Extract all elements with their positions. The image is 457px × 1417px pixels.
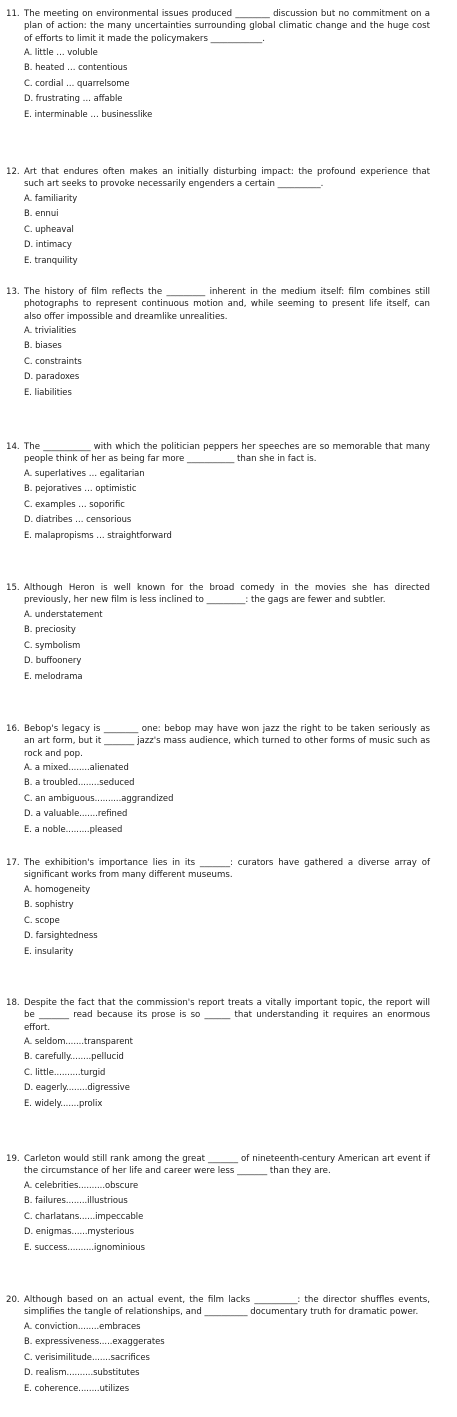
answer-options <box>6 760 430 838</box>
question-stem <box>6 441 430 466</box>
answer-options <box>6 607 430 685</box>
answer-option[interactable]: E. liabilities <box>24 386 72 397</box>
answer-option[interactable]: B. expressiveness.....exaggerates <box>24 1336 165 1347</box>
answer-option[interactable]: E. tranquility <box>24 254 78 265</box>
answer-option[interactable]: C. scope <box>24 914 60 925</box>
answer-option[interactable]: E. interminable … businesslike <box>24 108 153 119</box>
answer-option[interactable]: A. superlatives … egalitarian <box>24 467 145 478</box>
question-15 <box>6 582 430 684</box>
question-text: Bebop's legacy is ________ one: bebop may have won jazz the right to be taken seriously as an art form, but it _______ jazz's mass audience, which turned to other forms of music such as rock and pop. <box>24 724 430 759</box>
question-text: Carleton would still rank among the great _______ of nineteenth-century American art event if the circumstance of her life and career were less _______ than they are. <box>24 1154 430 1177</box>
answer-option[interactable]: E. a noble.........pleased <box>24 823 123 834</box>
question-11 <box>6 8 430 122</box>
question-16 <box>6 723 430 837</box>
answer-option[interactable]: A. trivialities <box>24 324 77 335</box>
question-number: 11. <box>6 9 20 19</box>
answer-option[interactable]: D. buffoonery <box>24 655 82 666</box>
answer-option[interactable]: C. little..........turgid <box>24 1066 106 1077</box>
answer-options <box>6 1178 430 1256</box>
answer-option[interactable]: D. eagerly........digressive <box>24 1082 130 1093</box>
answer-option[interactable]: D. farsightedness <box>24 930 98 941</box>
question-number: 16. <box>6 724 20 734</box>
question-19 <box>6 1153 430 1255</box>
answer-option[interactable]: A. celebrities..........obscure <box>24 1179 139 1190</box>
answer-option[interactable]: E. insularity <box>24 945 74 956</box>
question-number: 14. <box>6 442 20 452</box>
question-text: The history of film reflects the _________ inherent in the medium itself: film combines still photographs to represent continuous motion and, while seeming to present life itself, can also offer impossible and dreamlike unrealities. <box>24 287 430 322</box>
question-20 <box>6 1294 430 1396</box>
question-stem <box>6 1294 430 1319</box>
question-stem <box>6 582 430 607</box>
answer-option[interactable]: B. ennui <box>24 208 59 219</box>
question-number: 17. <box>6 858 20 868</box>
question-text: Although Heron is well known for the broad comedy in the movies she has directed previously, her new film is less inclined to _________: the gags are fewer and subtler. <box>24 583 430 606</box>
question-text: Despite the fact that the commission's report treats a vitally important topic, the report will be _______ read because its prose is so ______ that understanding it requires an enormous effort. <box>24 998 430 1033</box>
answer-option[interactable]: C. constraints <box>24 355 82 366</box>
answer-option[interactable]: C. examples … soporific <box>24 498 125 509</box>
question-stem <box>6 1153 430 1178</box>
answer-option[interactable]: D. realism..........substitutes <box>24 1367 140 1378</box>
question-18 <box>6 997 430 1111</box>
question-text: The meeting on environmental issues produced ________ discussion but no commitment on a plan of action: the many uncertainties surrounding global climatic change and the huge cost of efforts to limit it made the policymakers ____________. <box>24 9 430 44</box>
answer-option[interactable]: D. paradoxes <box>24 371 80 382</box>
question-number: 19. <box>6 1154 20 1164</box>
question-13 <box>6 286 430 400</box>
question-stem <box>6 166 430 191</box>
answer-option[interactable]: E. malapropisms … straightforward <box>24 529 172 540</box>
answer-option[interactable]: D. a valuable.......refined <box>24 808 128 819</box>
answer-option[interactable]: D. intimacy <box>24 239 72 250</box>
answer-option[interactable]: E. success..........ignominious <box>24 1241 145 1252</box>
question-text: Although based on an actual event, the film lacks __________: the director shuffles events, simplifies the tangle of relationships, and __________ documentary truth for dramatic power. <box>24 1295 430 1318</box>
answer-option[interactable]: D. diatribes … censorious <box>24 514 132 525</box>
question-text: The ___________ with which the politician peppers her speeches are so memorable that many people think of her as being far more ___________ than she in fact is. <box>24 442 430 465</box>
question-stem <box>6 8 430 45</box>
answer-option[interactable]: E. widely.......prolix <box>24 1097 103 1108</box>
question-number: 15. <box>6 583 20 593</box>
answer-option[interactable]: A. seldom.......transparent <box>24 1035 133 1046</box>
question-stem <box>6 723 430 760</box>
question-stem <box>6 286 430 323</box>
question-17 <box>6 857 430 959</box>
answer-option[interactable]: D. enigmas......mysterious <box>24 1226 134 1237</box>
answer-option[interactable]: E. melodrama <box>24 670 83 681</box>
answer-option[interactable]: C. an ambiguous..........aggrandized <box>24 792 174 803</box>
answer-options <box>6 45 430 123</box>
answer-options <box>6 323 430 401</box>
answer-option[interactable]: B. carefully........pellucid <box>24 1051 124 1062</box>
answer-option[interactable]: B. pejoratives … optimistic <box>24 483 137 494</box>
answer-options <box>6 191 430 269</box>
question-12 <box>6 166 430 268</box>
answer-option[interactable]: A. understatement <box>24 608 103 619</box>
question-stem <box>6 997 430 1034</box>
question-number: 18. <box>6 998 20 1008</box>
answer-options <box>6 882 430 960</box>
answer-option[interactable]: C. upheaval <box>24 223 74 234</box>
question-number: 20. <box>6 1295 20 1305</box>
answer-option[interactable]: A. a mixed........alienated <box>24 761 129 772</box>
answer-options <box>6 1319 430 1397</box>
answer-option[interactable]: C. verisimilitude.......sacrifices <box>24 1351 150 1362</box>
question-14 <box>6 441 430 543</box>
answer-option[interactable]: B. a troubled........seduced <box>24 777 135 788</box>
answer-option[interactable]: A. familiarity <box>24 192 78 203</box>
answer-option[interactable]: B. failures........illustrious <box>24 1195 128 1206</box>
answer-option[interactable]: C. charlatans......impeccable <box>24 1210 144 1221</box>
question-text: The exhibition's importance lies in its _______: curators have gathered a diverse array of significant works from many different museums. <box>24 858 430 881</box>
answer-option[interactable]: B. biases <box>24 340 62 351</box>
question-text: Art that endures often makes an initially disturbing impact: the profound experience that such art seeks to provoke necessarily engenders a certain __________. <box>24 167 430 190</box>
question-stem <box>6 857 430 882</box>
answer-option[interactable]: A. conviction........embraces <box>24 1320 141 1331</box>
answer-option[interactable]: B. sophistry <box>24 899 74 910</box>
answer-option[interactable]: D. frustrating … affable <box>24 93 123 104</box>
answer-option[interactable]: B. heated … contentious <box>24 62 128 73</box>
answer-option[interactable]: A. homogeneity <box>24 883 91 894</box>
answer-options <box>6 466 430 544</box>
answer-option[interactable]: C. cordial … quarrelsome <box>24 77 130 88</box>
answer-option[interactable]: B. preciosity <box>24 624 76 635</box>
question-number: 12. <box>6 167 20 177</box>
answer-option[interactable]: C. symbolism <box>24 639 81 650</box>
answer-option[interactable]: A. little … voluble <box>24 46 98 57</box>
answer-option[interactable]: E. coherence........utilizes <box>24 1382 130 1393</box>
answer-options <box>6 1034 430 1112</box>
question-number: 13. <box>6 287 20 297</box>
